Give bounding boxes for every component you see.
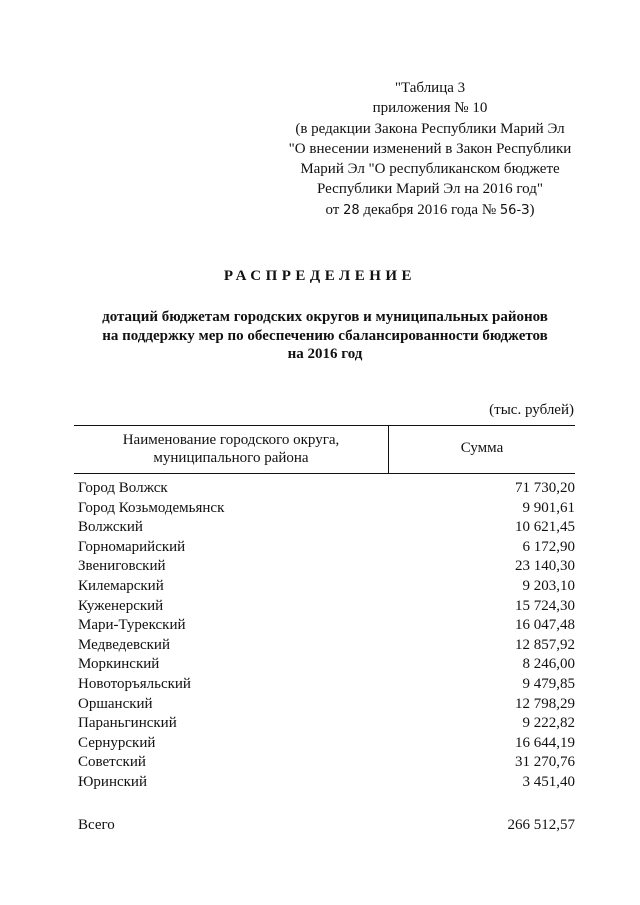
table-row <box>74 598 575 618</box>
total-value: 266 512,57 <box>507 817 575 833</box>
row-name: Параньгинский <box>78 715 177 732</box>
table-row <box>74 715 575 735</box>
table-row <box>74 774 575 794</box>
header-line: Марий Эл "О республиканском бюджете <box>300 161 560 178</box>
row-value: 10 621,45 <box>515 519 575 536</box>
row-value: 16 047,48 <box>515 617 575 634</box>
table-row <box>74 500 575 520</box>
subtitle-line: дотаций бюджетам городских округов и муниципальных районов <box>102 309 548 325</box>
row-value: 15 724,30 <box>515 597 575 614</box>
annex-header <box>250 78 610 221</box>
column-header-sum: Сумма <box>460 440 504 456</box>
row-name: Советский <box>78 754 146 771</box>
table-header <box>74 425 575 474</box>
table-body <box>74 480 575 794</box>
row-value: 12 798,29 <box>515 695 575 712</box>
table-row <box>74 676 575 696</box>
table-row <box>74 754 575 774</box>
header-line: приложения № 10 <box>372 100 488 117</box>
row-name: Мари-Турекский <box>78 617 186 634</box>
row-value: 6 172,90 <box>522 538 575 555</box>
header-date-line <box>250 200 610 221</box>
row-name: Город Козьмодемьянск <box>78 499 225 516</box>
table-row <box>74 617 575 637</box>
document-subtitle <box>40 308 610 364</box>
table-row <box>74 735 575 755</box>
header-line: "О внесении изменений в Закон Республики <box>288 140 572 157</box>
total-label: Всего <box>78 817 115 833</box>
subtitle-line: на 2016 год <box>287 346 363 362</box>
row-name: Куженерский <box>78 597 164 614</box>
column-header-name-line: муниципального района <box>153 450 309 466</box>
row-name: Медведевский <box>78 636 170 653</box>
row-value: 9 203,10 <box>522 577 575 594</box>
row-value: 9 901,61 <box>522 499 575 516</box>
date-middle: декабря 2016 года № <box>363 201 497 218</box>
row-value: 3 451,40 <box>522 773 575 790</box>
row-value: 23 140,30 <box>515 558 575 575</box>
date-suffix: ) <box>529 201 535 218</box>
column-header-name <box>74 431 388 467</box>
row-name: Новоторъяльский <box>78 675 191 692</box>
column-header-name-line: Наименование городского округа, <box>122 432 340 448</box>
date-prefix: от <box>325 201 340 218</box>
table-row <box>74 637 575 657</box>
row-name: Юринский <box>78 773 147 790</box>
date-day: 28 <box>343 202 360 218</box>
row-name: Килемарский <box>78 577 164 594</box>
row-value: 12 857,92 <box>515 636 575 653</box>
header-line: "Таблица 3 <box>394 80 466 96</box>
document-title: РАСПРЕДЕЛЕНИЕ <box>223 268 417 284</box>
table-row <box>74 696 575 716</box>
row-value: 16 644,19 <box>515 734 575 751</box>
row-value: 9 479,85 <box>522 675 575 692</box>
row-value: 9 222,82 <box>522 715 575 732</box>
table-row <box>74 519 575 539</box>
row-name: Волжский <box>78 519 143 536</box>
table-row <box>74 656 575 676</box>
date-number: 56-З <box>499 202 530 218</box>
table-row <box>74 480 575 500</box>
total-row <box>74 817 575 837</box>
units-label: (тыс. рублей) <box>489 402 574 418</box>
row-value: 71 730,20 <box>515 480 575 496</box>
row-name: Звениговский <box>78 558 166 575</box>
header-line: Республики Марий Эл на 2016 год" <box>316 181 544 198</box>
header-line: (в редакции Закона Республики Марий Эл <box>295 120 565 137</box>
table-row <box>74 578 575 598</box>
row-name: Оршанский <box>78 695 153 712</box>
table-row <box>74 558 575 578</box>
row-name: Горномарийский <box>78 538 186 555</box>
row-name: Моркинский <box>78 656 160 673</box>
row-value: 31 270,76 <box>515 754 575 771</box>
row-name: Город Волжск <box>78 480 168 496</box>
row-value: 8 246,00 <box>522 656 575 673</box>
subtitle-line: на поддержку мер по обеспечению сбалансированности бюджетов <box>102 327 548 344</box>
row-name: Сернурский <box>78 734 156 751</box>
table-row <box>74 539 575 559</box>
